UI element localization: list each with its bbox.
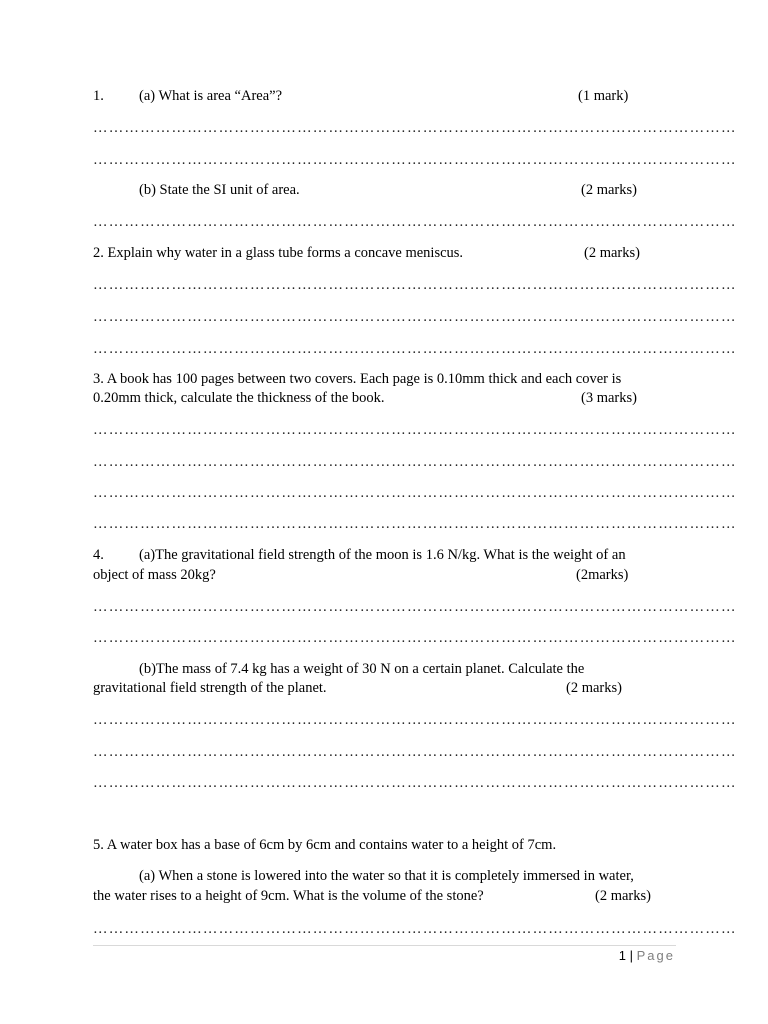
- q4a-line1: (a)The gravitational field strength of the moon is 1.6 N/kg. What is the weight of an: [139, 547, 626, 563]
- q4a-line2: object of mass 20kg?: [93, 567, 216, 583]
- q5a-line2: the water rises to a height of 9cm. What is the volume of the stone?: [93, 888, 484, 904]
- footer-divider: [93, 945, 676, 946]
- answer-line: ……………………………………………………………………………………………………………: [93, 422, 737, 438]
- q5-text: 5. A water box has a base of 6cm by 6cm and contains water to a height of 7cm.: [93, 837, 557, 853]
- answer-line: ……………………………………………………………………………………………………………: [93, 120, 737, 136]
- q5a-line1: (a) When a stone is lowered into the water so that it is completely immersed in water,: [139, 868, 634, 884]
- q1-number: 1.: [93, 88, 104, 104]
- q1b-marks: (2 marks): [581, 182, 637, 198]
- page-footer: [619, 947, 675, 965]
- answer-line: ……………………………………………………………………………………………………………: [93, 630, 737, 646]
- page-word: Page: [636, 948, 675, 963]
- page-separator: |: [629, 948, 633, 963]
- q3-line2: 0.20mm thick, calculate the thickness of the book.: [93, 390, 385, 406]
- q2-text: 2. Explain why water in a glass tube forms a concave meniscus.: [93, 245, 464, 261]
- answer-line: ……………………………………………………………………………………………………………: [93, 454, 737, 470]
- q4a-marks: (2marks): [576, 567, 629, 583]
- q4-number: 4.: [93, 547, 104, 563]
- answer-line: ……………………………………………………………………………………………………………: [93, 921, 737, 937]
- answer-line: ……………………………………………………………………………………………………………: [93, 712, 737, 728]
- answer-line: ……………………………………………………………………………………………………………: [93, 516, 737, 532]
- answer-line: ……………………………………………………………………………………………………………: [93, 599, 737, 615]
- answer-line: ……………………………………………………………………………………………………………: [93, 775, 737, 791]
- q4b-line2: gravitational field strength of the planet.: [93, 680, 327, 696]
- q3-marks: (3 marks): [581, 390, 637, 406]
- page-number: 1: [618, 948, 626, 963]
- answer-line: ……………………………………………………………………………………………………………: [93, 309, 737, 325]
- q2-marks: (2 marks): [584, 245, 640, 261]
- q4b-marks: (2 marks): [566, 680, 622, 696]
- q1a-text: (a) What is area “Area”?: [139, 88, 283, 104]
- answer-line: ……………………………………………………………………………………………………………: [93, 341, 737, 357]
- answer-line: ……………………………………………………………………………………………………………: [93, 485, 737, 501]
- answer-line: ……………………………………………………………………………………………………………: [93, 152, 737, 168]
- q1a-marks: (1 mark): [578, 88, 629, 104]
- q1b-text: (b) State the SI unit of area.: [139, 182, 300, 198]
- answer-line: ……………………………………………………………………………………………………………: [93, 744, 737, 760]
- answer-line: ……………………………………………………………………………………………………………: [93, 277, 737, 293]
- answer-line: ……………………………………………………………………………………………………………: [93, 214, 737, 230]
- q3-line1: 3. A book has 100 pages between two covers. Each page is 0.10mm thick and each cover is: [93, 371, 622, 387]
- q4b-line1: (b)The mass of 7.4 kg has a weight of 30 N on a certain planet. Calculate the: [139, 661, 585, 677]
- q5a-marks: (2 marks): [595, 888, 651, 904]
